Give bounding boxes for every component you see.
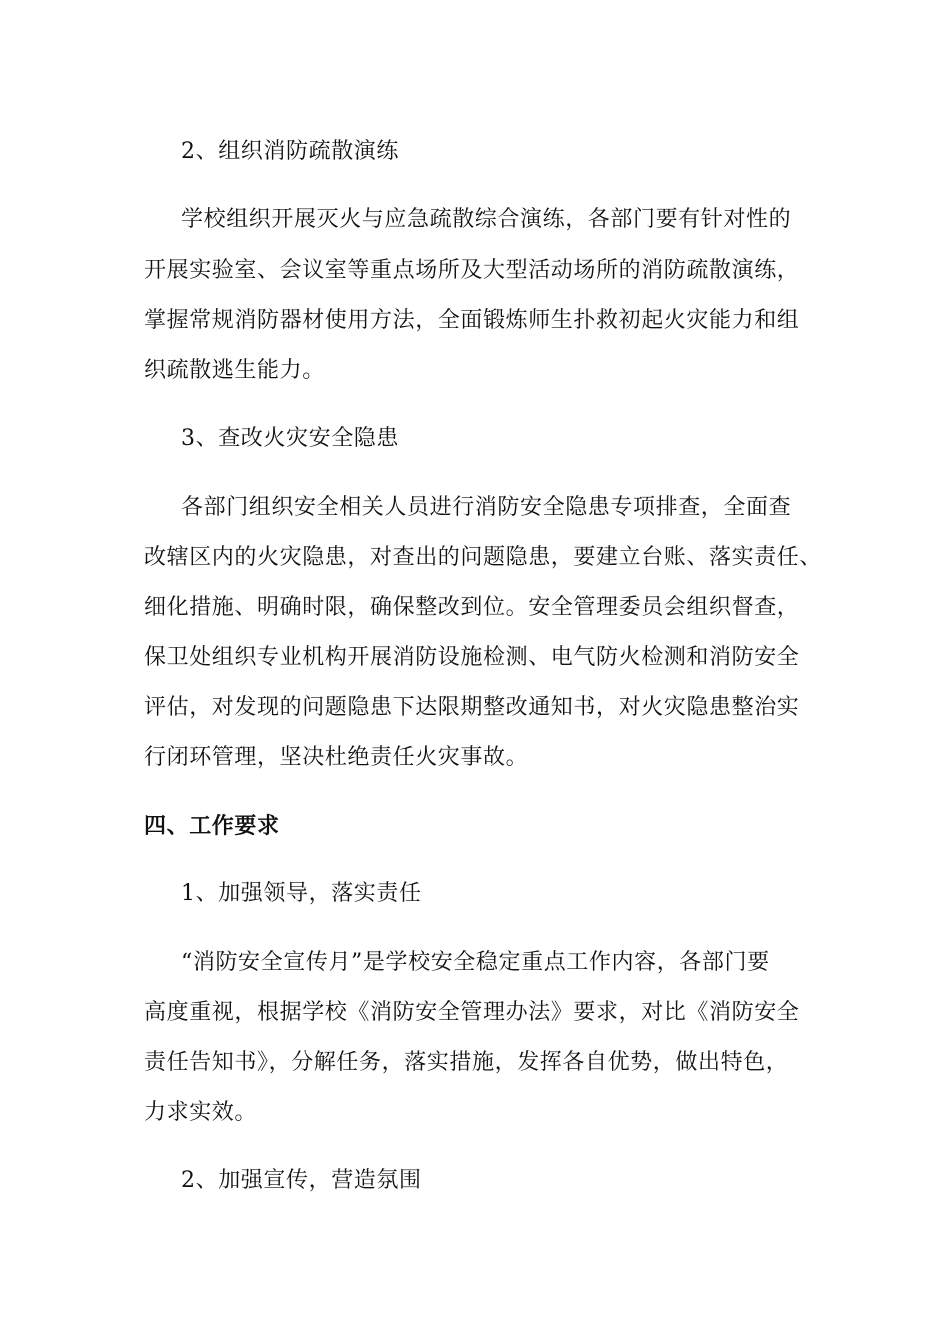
item2-para-line: 掌握常规消防器材使用方法，全面锻炼师生扑救初起火灾能力和组 [144, 308, 800, 333]
item3-para-line: 细化措施、明确时限，确保整改到位。安全管理委员会组织督查， [144, 595, 800, 620]
requirement-1-para-line: 力求实效。 [144, 1100, 258, 1125]
item3-para-line: 各部门组织安全相关人员进行消防安全隐患专项排查，全面查 [181, 495, 792, 520]
requirement-1-para-line: “消防安全宣传月”是学校安全稳定重点工作内容，各部门要 [181, 950, 770, 975]
item3-para-line: 评估，对发现的问题隐患下达限期整改通知书，对火灾隐患整治实 [144, 695, 800, 720]
item3-para-line: 行闭环管理，坚决杜绝责任火灾事故。 [144, 745, 529, 770]
requirement-2-heading: 2、加强宣传，营造氛围 [181, 1168, 422, 1193]
requirement-1-heading: 1、加强领导，落实责任 [181, 881, 422, 906]
item3-para-line: 改辖区内的火灾隐患，对查出的问题隐患，要建立台账、落实责任、 [144, 545, 823, 570]
item2-para-line: 开展实验室、会议室等重点场所及大型活动场所的消防疏散演练， [144, 258, 800, 283]
section-4-heading: 四、工作要求 [144, 813, 280, 839]
item2-heading: 2、组织消防疏散演练 [181, 139, 399, 164]
item3-para-line: 保卫处组织专业机构开展消防设施检测、电气防火检测和消防安全 [144, 645, 800, 670]
item3-heading: 3、查改火灾安全隐患 [181, 426, 399, 451]
item2-para-line: 学校组织开展灭火与应急疏散综合演练，各部门要有针对性的 [181, 207, 792, 232]
requirement-1-para-line: 高度重视，根据学校《消防安全管理办法》要求，对比《消防安全 [144, 1000, 800, 1025]
item2-para-line: 织疏散逃生能力。 [144, 358, 325, 383]
requirement-1-para-line: 责任告知书》，分解任务，落实措施，发挥各自优势，做出特色， [144, 1050, 789, 1075]
